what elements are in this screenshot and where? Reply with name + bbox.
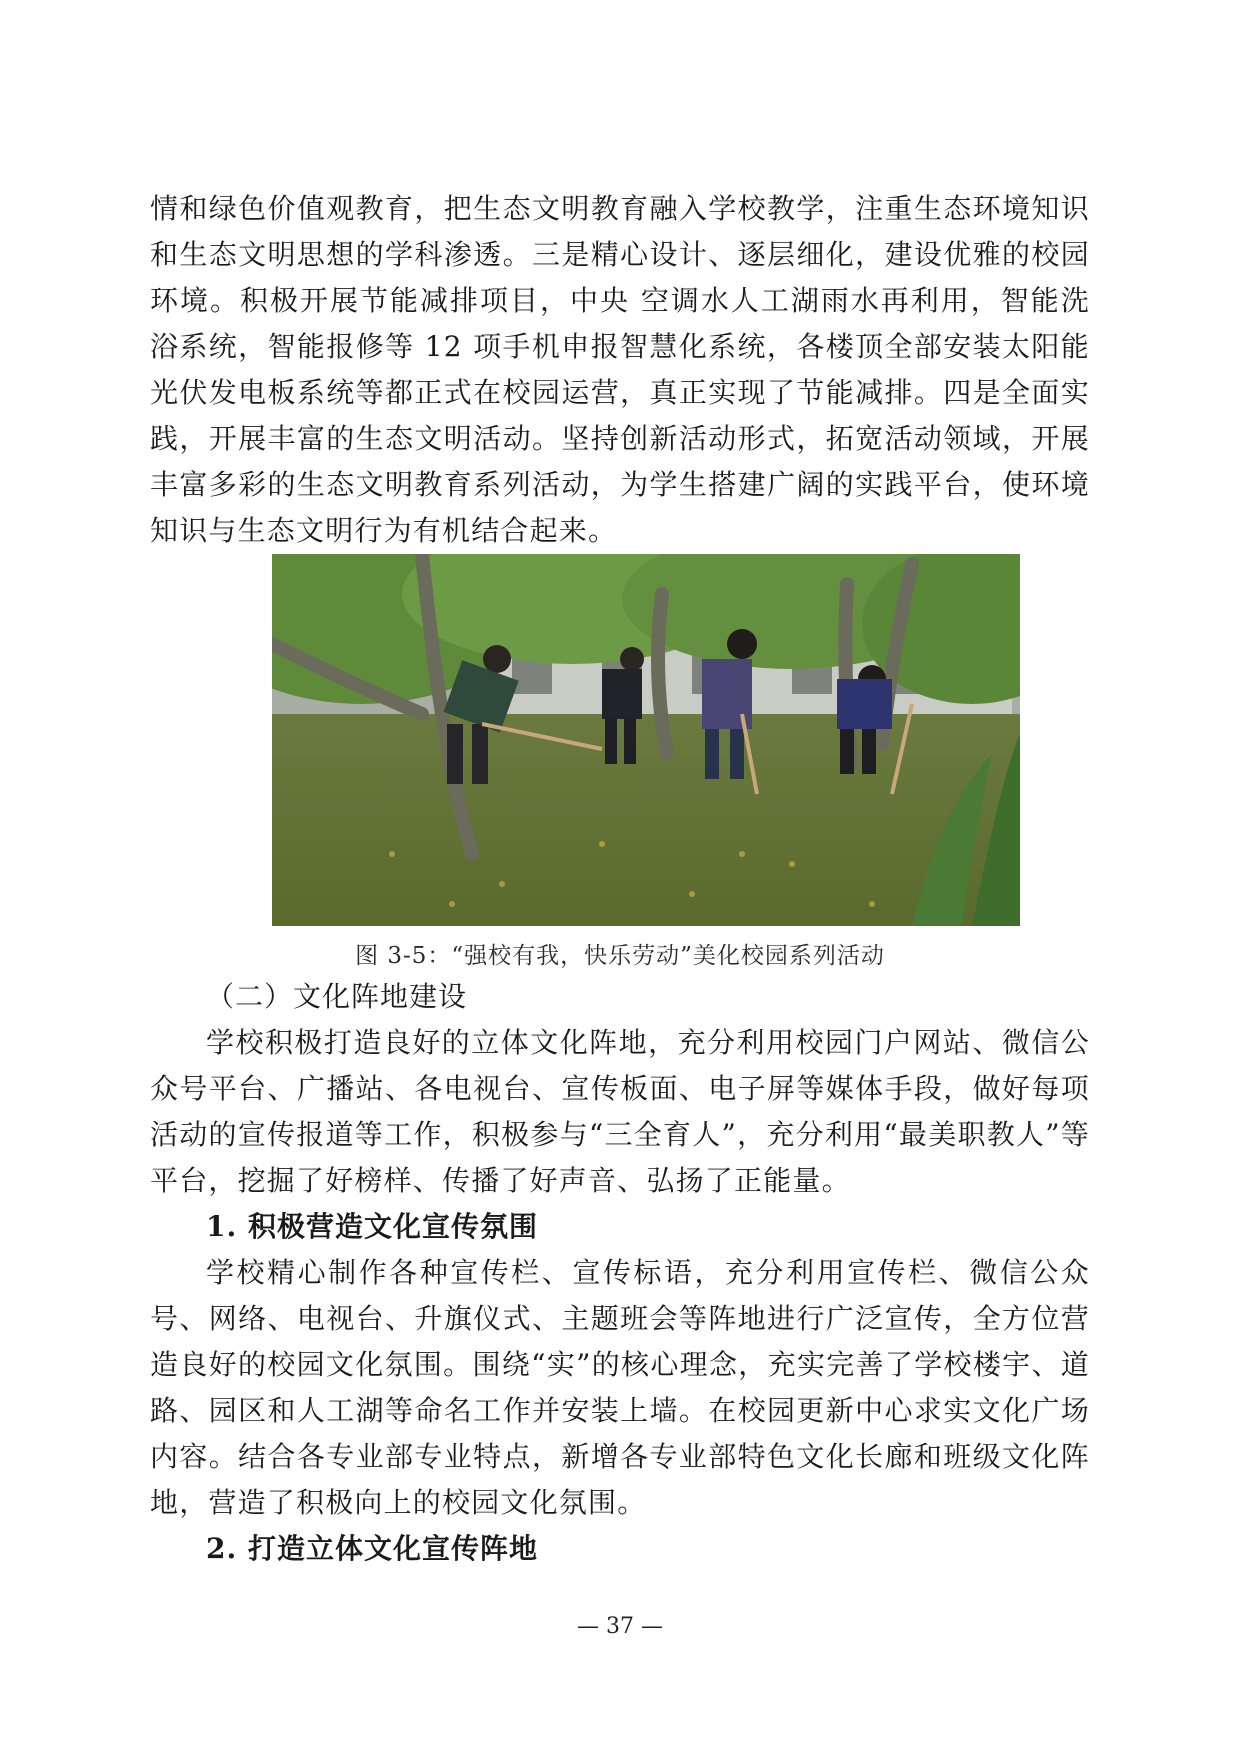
body-paragraph-3: 学校精心制作各种宣传栏、宣传标语，充分利用宣传栏、微信公众号、网络、电视台、升旗仪式、主题班会等阵地进行广泛宣传，全方位营造良好的校园文化氛围。围绕“实”的核心理念，充实完善了学校楼宇、道路、园区和人工湖等命名工作并安装上墙。在校园更新中心求实文化广场内容。结合各专业部专业特点，新增各专业部特色文化长廊和班级文化阵地，营造了积极向上的校园文化氛围。: [150, 1256, 1090, 1519]
section-heading: （二）文化阵地建设: [206, 980, 468, 1013]
figure-photo: [272, 554, 1020, 926]
subheading-2: 2. 打造立体文化宣传阵地: [206, 1532, 538, 1565]
page-number: — 37 —: [577, 1614, 663, 1639]
body-paragraph-1-container: [150, 186, 1090, 554]
figure-caption: 图 3-5：“强校有我，快乐劳动”美化校园系列活动: [355, 943, 885, 969]
body-paragraph-2: 学校积极打造良好的立体文化阵地，充分利用校园门户网站、微信公众号平台、广播站、各电视台、宣传板面、电子屏等媒体手段，做好每项活动的宣传报道等工作，积极参与“三全育人”，充分利用“最美职教人”等平台，挖掘了好榜样、传播了好声音、弘扬了正能量。: [150, 1026, 1090, 1197]
subheading-1: 1. 积极营造文化宣传氛围: [206, 1210, 538, 1243]
body-paragraph-3-container: [150, 1250, 1090, 1526]
body-paragraph-2-container: [150, 1020, 1090, 1204]
body-paragraph-1: 情和绿色价值观教育，把生态文明教育融入学校教学，注重生态环境知识和生态文明思想的学科渗透。三是精心设计、逐层细化，建设优雅的校园环境。积极开展节能减排项目，中央 空调水人工湖雨水再利用，智能洗浴系统，智能报修等 12 项手机申报智慧化系统，各楼顶全部安装太阳能光伏发电板系统等都正式在校园运营，真正实现了节能减排。四是全面实践，开展丰富的生态文明活动。坚持创新活动形式，拓宽活动领域，开展丰富多彩的生态文明教育系列活动，为学生搭建广阔的实践平台，使环境知识与生态文明行为有机结合起来。: [150, 192, 1090, 547]
